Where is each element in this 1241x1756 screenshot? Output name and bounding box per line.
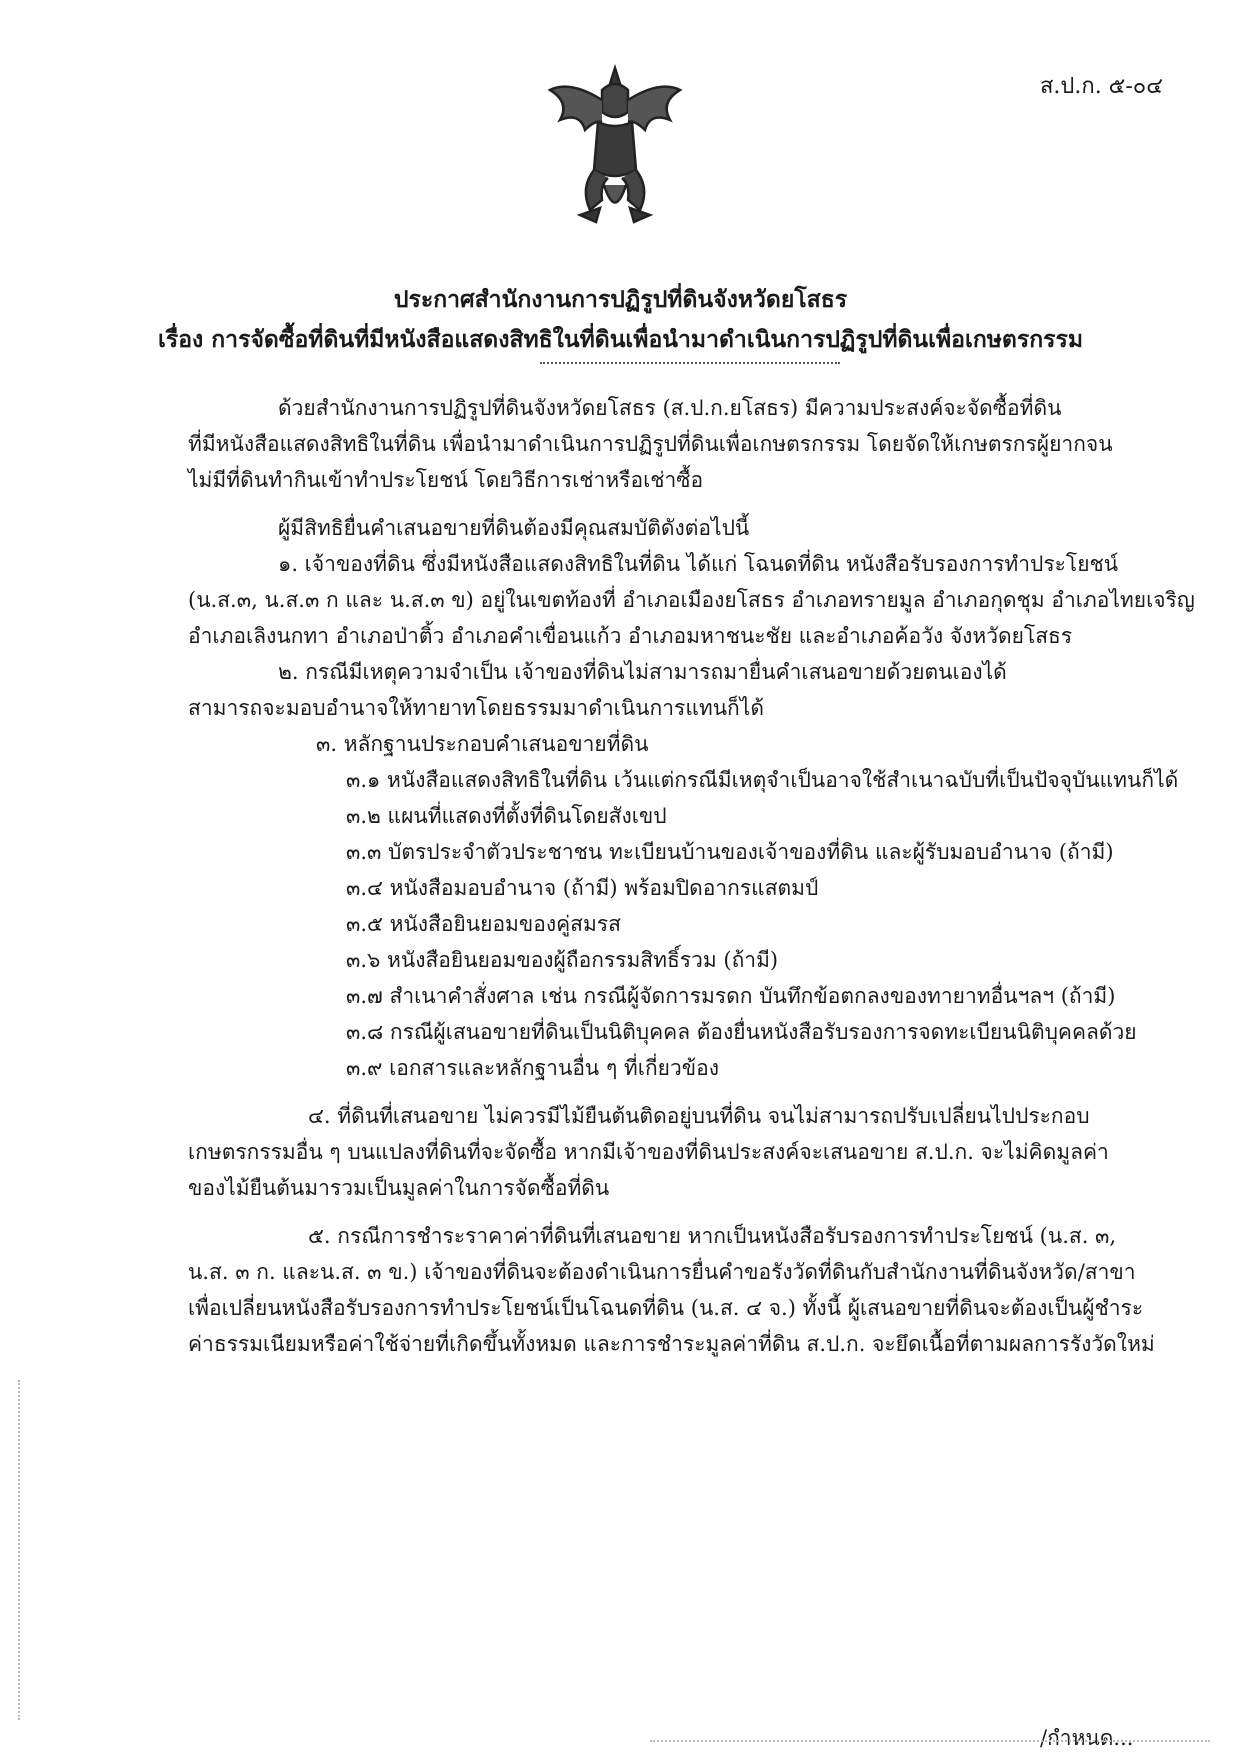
item-3-subitem: ๓.๘ กรณีผู้เสนอขายที่ดินเป็นนิติบุคคล ต้องยื่นหนังสือรับรองการจดทะเบียนนิติบุคคลด้วย bbox=[346, 1020, 1137, 1044]
item-4-line: ของไม้ยืนต้นมารวมเป็นมูลค่าในการจัดซื้อที่ดิน bbox=[188, 1176, 610, 1200]
scan-artifact bbox=[18, 1380, 20, 1720]
garuda-emblem-icon bbox=[540, 60, 690, 230]
item-3-heading: ๓. หลักฐานประกอบคำเสนอขายที่ดิน bbox=[316, 732, 649, 756]
item-2-line: ๒. กรณีมีเหตุความจำเป็น เจ้าของที่ดินไม่สามารถมายื่นคำเสนอขายด้วยตนเองได้ bbox=[278, 660, 1007, 684]
item-1-line: ๑. เจ้าของที่ดิน ซึ่งมีหนังสือแสดงสิทธิในที่ดิน ได้แก่ โฉนดที่ดิน หนังสือรับรองการทำประโยชน์ bbox=[278, 552, 1119, 576]
item-3-subitem: ๓.๑ หนังสือแสดงสิทธิในที่ดิน เว้นแต่กรณีมีเหตุจำเป็นอาจใช้สำเนาฉบับที่เป็นปัจจุบันแทนก็ได้ bbox=[346, 768, 1179, 792]
item-4-line: ๔. ที่ดินที่เสนอขาย ไม่ควรมีไม้ยืนต้นติดอยู่บนที่ดิน จนไม่สามารถปรับเปลี่ยนไปประกอบ bbox=[308, 1104, 1090, 1128]
item-3-subitem: ๓.๒ แผนที่แสดงที่ตั้งที่ดินโดยสังเขป bbox=[346, 804, 667, 828]
item-4-line: เกษตรกรรมอื่น ๆ บนแปลงที่ดินที่จะจัดซื้อ หากมีเจ้าของที่ดินประสงค์จะเสนอขาย ส.ป.ก. จะไม่คิดมูลค่า bbox=[188, 1140, 1109, 1164]
qualifications-heading: ผู้มีสิทธิยื่นคำเสนอขายที่ดินต้องมีคุณสมบัติดังต่อไปนี้ bbox=[278, 516, 750, 540]
item-5-line: เพื่อเปลี่ยนหนังสือรับรองการทำประโยชน์เป็นโฉนดที่ดิน (น.ส. ๔ จ.) ทั้งนี้ ผู้เสนอขายที่ดินจะต้องเป็นผู้ชำระ bbox=[188, 1296, 1144, 1320]
document-code: ส.ป.ก. ๕-๐๔ bbox=[1040, 74, 1163, 99]
title-separator bbox=[540, 362, 840, 364]
intro-line: ด้วยสำนักงานการปฏิรูปที่ดินจังหวัดยโสธร (ส.ป.ก.ยโสธร) มีความประสงค์จะจัดซื้อที่ดิน bbox=[278, 396, 1062, 420]
item-1-line: อำเภอเลิงนกทา อำเภอป่าติ้ว อำเภอคำเขื่อนแก้ว อำเภอมหาชนะชัย และอำเภอค้อวัง จังหวัดยโสธร bbox=[188, 624, 1073, 648]
intro-line: ที่มีหนังสือแสดงสิทธิในที่ดิน เพื่อนำมาดำเนินการปฏิรูปที่ดินเพื่อเกษตรกรรม โดยจัดให้เกษตรกรผู้ยากจน bbox=[188, 432, 1113, 456]
item-3-subitem: ๓.๗ สำเนาคำสั่งศาล เช่น กรณีผู้จัดการมรดก บันทึกข้อตกลงของทายาทอื่นฯลฯ (ถ้ามี) bbox=[346, 984, 1116, 1008]
item-1-line: (น.ส.๓, น.ส.๓ ก และ น.ส.๓ ข) อยู่ในเขตท้องที่ อำเภอเมืองยโสธร อำเภอทรายมูล อำเภอกุดชุม อำเภอไทยเจริญ bbox=[188, 588, 1195, 612]
item-5-line: ๕. กรณีการชำระราคาค่าที่ดินที่เสนอขาย หากเป็นหนังสือรับรองการทำประโยชน์ (น.ส. ๓, bbox=[308, 1224, 1117, 1248]
item-3-subitem: ๓.๕ หนังสือยินยอมของคู่สมรส bbox=[346, 912, 621, 936]
continuation-marker: /กำหนด... bbox=[1040, 1726, 1134, 1750]
item-2-line: สามารถจะมอบอำนาจให้ทายาทโดยธรรมมาดำเนินการแทนก็ได้ bbox=[188, 696, 764, 720]
item-5-line: น.ส. ๓ ก. และน.ส. ๓ ข.) เจ้าของที่ดินจะต้องดำเนินการยื่นคำขอรังวัดที่ดินกับสำนักงานที่ดินจังหวัด/สาขา bbox=[188, 1260, 1136, 1284]
item-3-subitem: ๓.๙ เอกสารและหลักฐานอื่น ๆ ที่เกี่ยวข้อง bbox=[346, 1056, 719, 1080]
item-5-line: ค่าธรรมเนียมหรือค่าใช้จ่ายที่เกิดขึ้นทั้งหมด และการชำระมูลค่าที่ดิน ส.ป.ก. จะยึดเนื้อที่ตามผลการรังวัดใหม่ bbox=[188, 1332, 1155, 1356]
item-3-subitem: ๓.๖ หนังสือยินยอมของผู้ถือกรรมสิทธิ์รวม (ถ้ามี) bbox=[346, 948, 779, 972]
item-3-subitem: ๓.๓ บัตรประจำตัวประชาชน ทะเบียนบ้านของเจ้าของที่ดิน และผู้รับมอบอำนาจ (ถ้ามี) bbox=[346, 840, 1114, 864]
announcement-title: ประกาศสำนักงานการปฏิรูปที่ดินจังหวัดยโสธร bbox=[393, 286, 848, 313]
intro-line: ไม่มีที่ดินทำกินเข้าทำประโยชน์ โดยวิธีการเช่าหรือเช่าซื้อ bbox=[188, 468, 704, 492]
announcement-subject: เรื่อง การจัดซื้อที่ดินที่มีหนังสือแสดงสิทธิในที่ดินเพื่อนำมาดำเนินการปฏิรูปที่ดินเพื่อเกษตรกรรม bbox=[157, 326, 1084, 353]
item-3-subitem: ๓.๔ หนังสือมอบอำนาจ (ถ้ามี) พร้อมปิดอากรแสตมป์ bbox=[346, 876, 819, 900]
scan-artifact bbox=[650, 1740, 1210, 1742]
